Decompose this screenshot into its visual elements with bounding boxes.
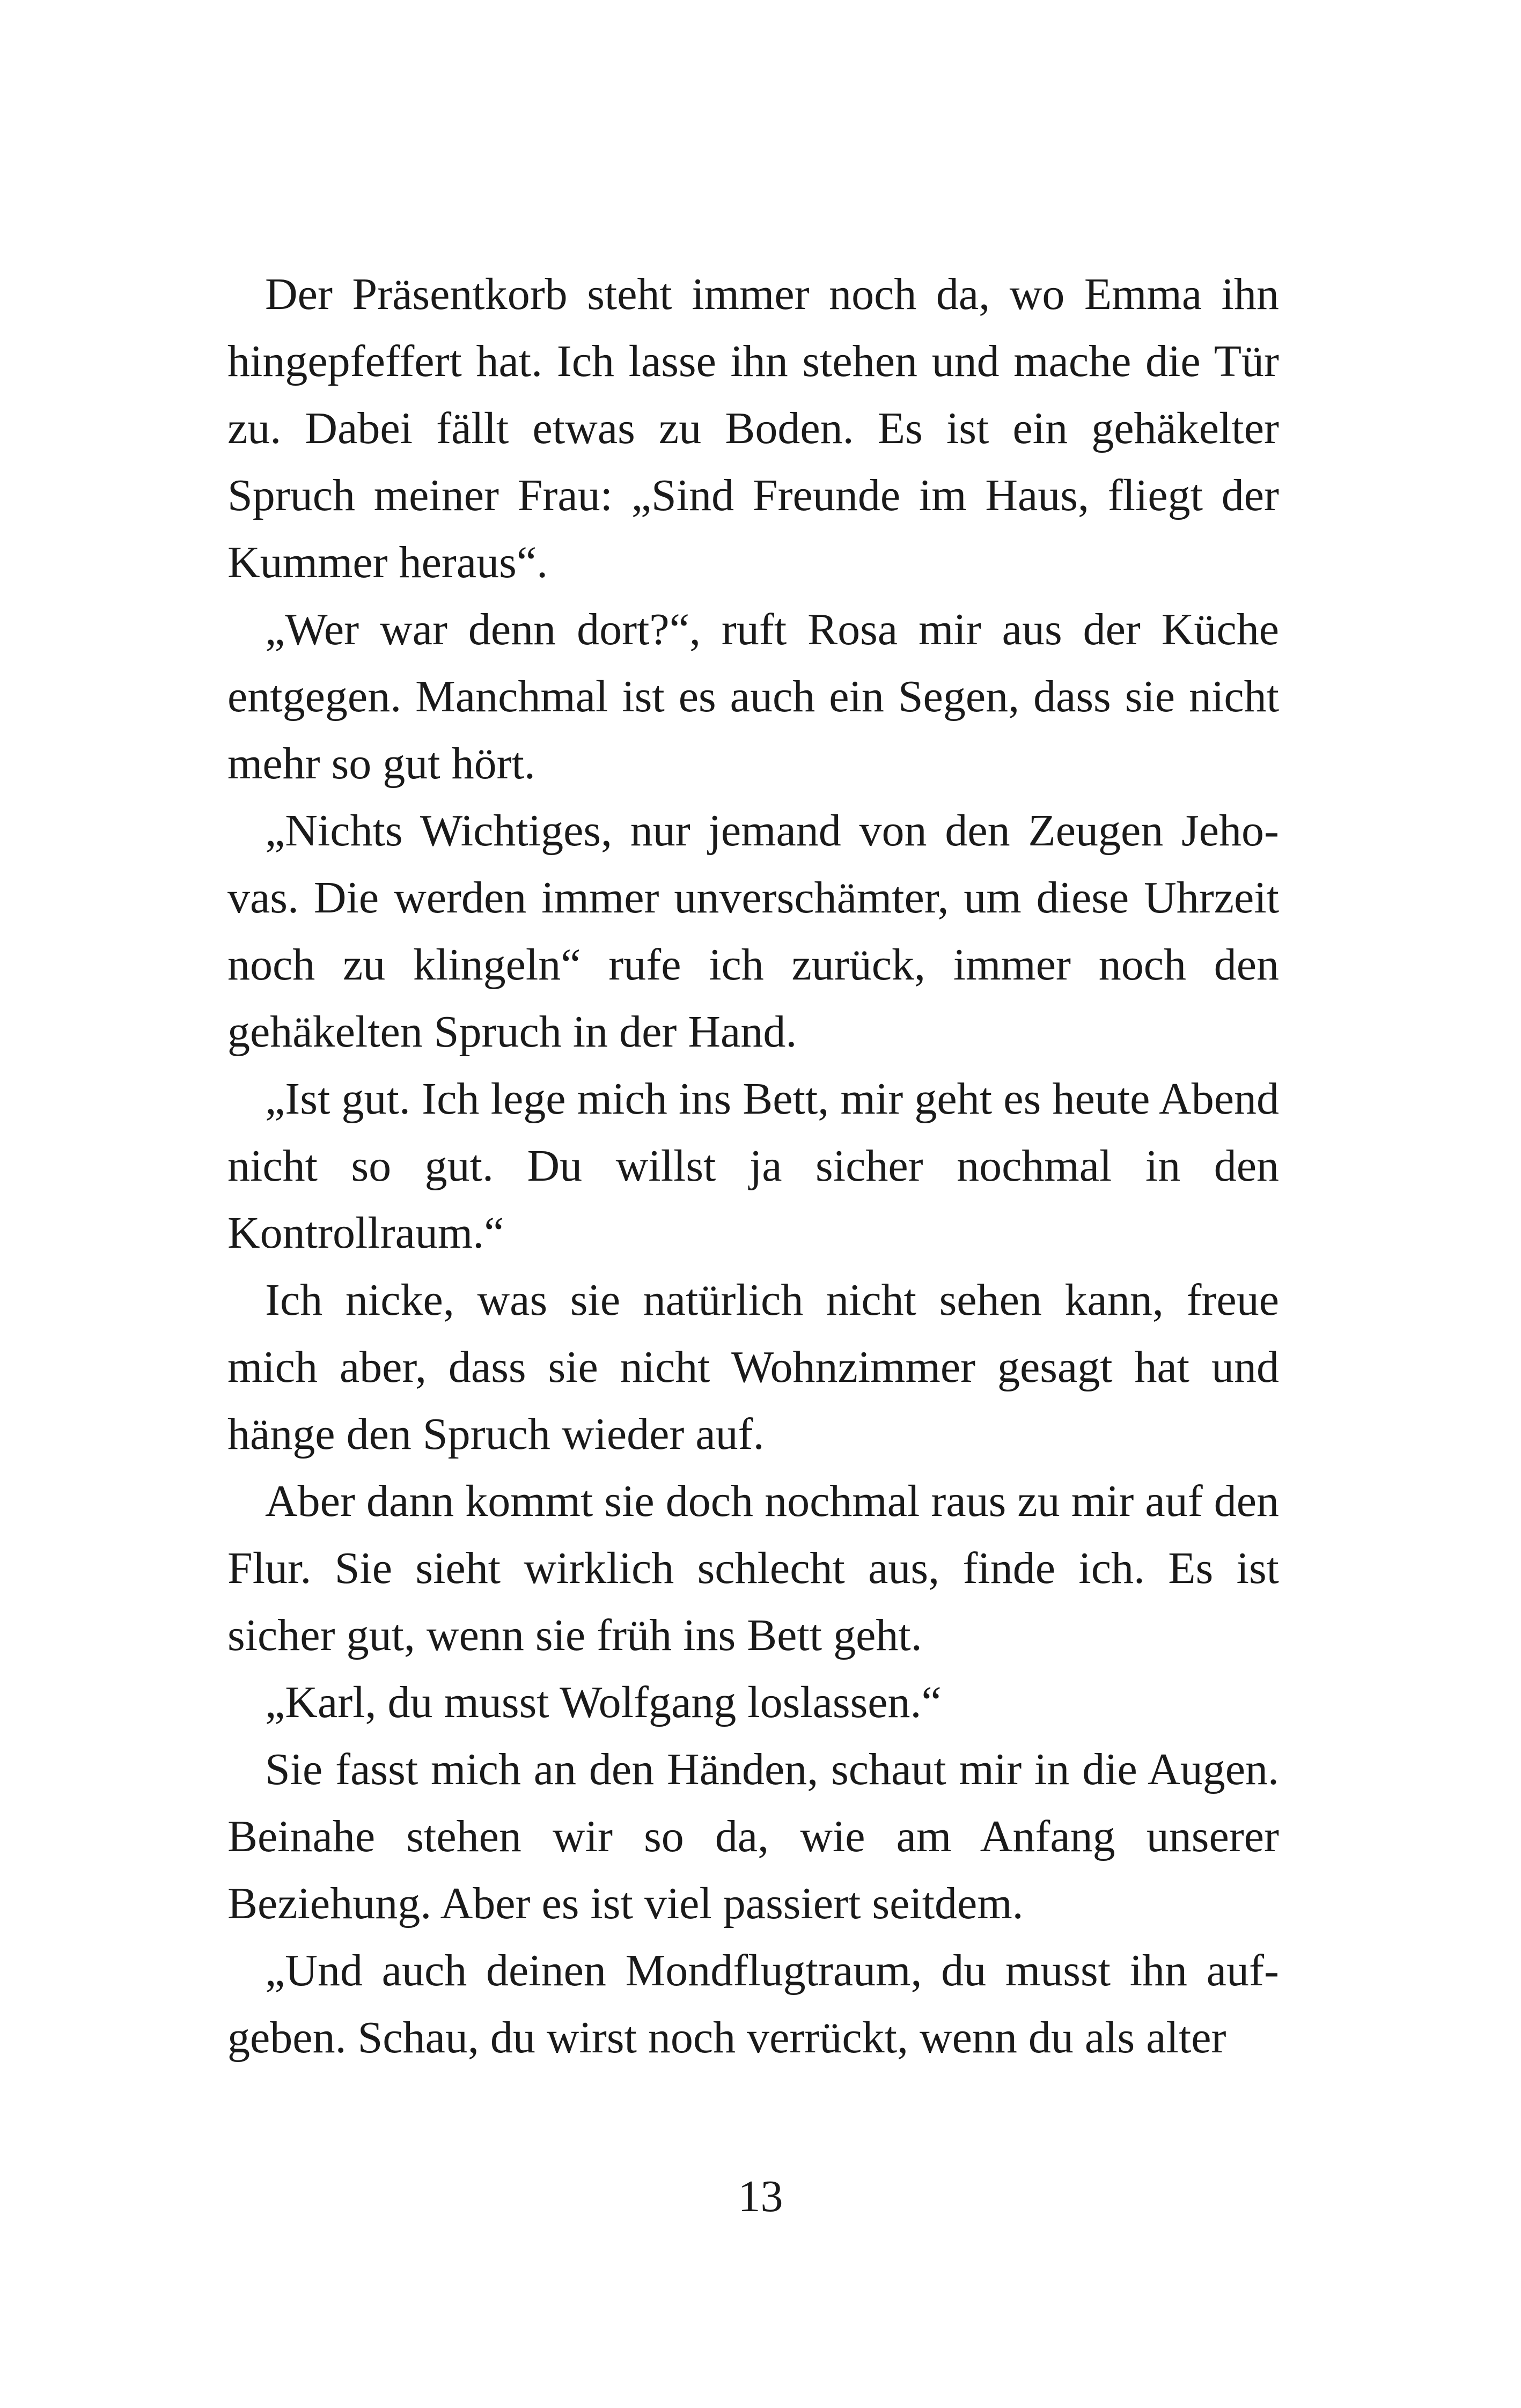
paragraph-3: „Nichts Wichtiges, nur jemand von den Zeugen Jehovas. Die werden immer unverschämter, um diese Uhrzeit noch zu klingeln“ rufe ich zurück, immer noch den gehäkelten Spruch in der Hand. — [227, 806, 1279, 1057]
page-number: 13 — [738, 2171, 783, 2221]
paragraph-9: „Und auch deinen Mondflugtraum, du musst ihn aufgeben. Schau, du wirst noch verrückt, wenn du als alter — [227, 1946, 1279, 2063]
paragraph-2: „Wer war denn dort?“, ruft Rosa mir aus der Küche entgegen. Manchmal ist es auch ein Segen, dass sie nicht mehr so gut hört. — [227, 605, 1279, 789]
paragraph-1: Der Präsentkorb steht immer noch da, wo Emma ihn hingepfeffert hat. Ich lasse ihn stehen und mache die Tür zu. Dabei fällt etwas zu Boden. Es ist ein gehäkelter Spruch meiner Frau: „Sind Freunde im Haus, fliegt der Kummer heraus“. — [227, 269, 1279, 587]
body-text — [227, 261, 1279, 2071]
paragraph-8: Sie fasst mich an den Händen, schaut mir in die Augen. Beinahe stehen wir so da, wie am Anfang unserer Beziehung. Aber es ist viel passiert seitdem. — [227, 1744, 1279, 1928]
paragraph-5: Ich nicke, was sie natürlich nicht sehen kann, freue mich aber, dass sie nicht Wohnzimmer gesagt hat und hänge den Spruch wieder auf. — [227, 1275, 1279, 1459]
paragraph-6: Aber dann kommt sie doch nochmal raus zu mir auf den Flur. Sie sieht wirklich schlecht aus, finde ich. Es ist sicher gut, wenn sie früh ins Bett geht. — [227, 1476, 1279, 1660]
paragraph-4: „Ist gut. Ich lege mich ins Bett, mir geht es heute Abend nicht so gut. Du willst ja sicher nochmal in den Kontrollraum.“ — [227, 1074, 1279, 1258]
paragraph-7: „Karl, du musst Wolfgang loslassen.“ — [265, 1677, 942, 1727]
